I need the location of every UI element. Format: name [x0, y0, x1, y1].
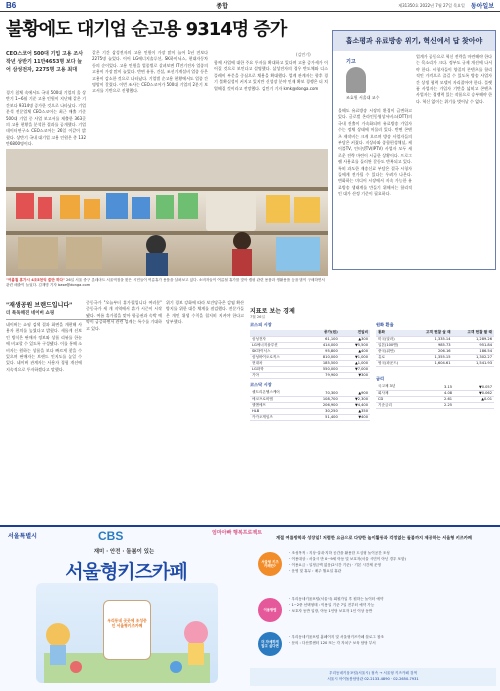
newspaper-logo: 동아일보: [470, 3, 494, 10]
page-number: B6: [6, 1, 17, 10]
fx-table: 통화 고객 현찰 살 때 고객 현찰 팔 때 미국(달러) 1,335.14 1,289.26 일본(100엔) 985.73 951.84 중국(위안) 206.16 186.54 유로 1,355.15 1,302.27 영국(파운드) 1,604.61 1,541.93: [378, 330, 492, 365]
table-row: 중국(위안) 206.16 186.54: [378, 348, 492, 353]
table-row: 기준금리 2.25: [376, 402, 494, 408]
store-photo: [6, 149, 328, 276]
story2-headline: "재생공원 브랜드입니다": [6, 302, 73, 309]
table-row: 에코프로비엠 108,700 ▼2,300: [252, 396, 368, 401]
lead-body-col2: 같은 기간 삼성전자의 고용 인원이 가장 많이 늘어 1년 전보다 2275명 늘었다. 이어 LG에너지솔루션, SK하이닉스, 현대자동차 등의 순이었다. 고용 인원을 업종별로 살펴보면 IT전기전자 업종의 고용이 가장 많이 늘었다. 반면 유통, 건설, 조선기계설비 업종 등은 고용이 감소한 것으로 나타났다. 기업별 순고용 현황에서도 업종 간 명암이 갈렸다. 이번 조사는 CEO스코어가 500대 기업의 2분기 보고서를 기반으로 진행했다.: [92, 50, 208, 94]
ad-title: 서울형키즈카페: [65, 561, 187, 583]
seoul-logo: 서울특별시: [8, 533, 37, 540]
lead-byline: (김민기): [296, 52, 311, 57]
table-row: HLB 30,250 ▲350: [252, 409, 368, 413]
kosdaq-table: [250, 390, 370, 421]
opinion-body-right: 업계가 공동으로 혁신 전략을 마련해야 한다는 목소리가 크다. 정부도 규제 개선에 나서야 한다. 시청자들이 양질의 콘텐츠를 합리적인 가격으로 즐길 수 있도록 방송 사업자 간 상생 협력 모델이 자리잡아야 한다. 플랫폼 사업자는 가입자 기반을 넓히고 콘텐츠 사업자는 경쟁력 있는 작품으로 승부해야 한다. 혁신 없이는 위기를 벗어날 수 없다.: [416, 54, 492, 104]
table-row: 영국(파운드) 1,604.61 1,541.93: [378, 360, 492, 365]
section-name: 종합: [216, 3, 228, 10]
lead-subhead: CEO스코어 500대 기업 고용 조사 작년 상반기 11만4653명 보다 늘어 삼성전자, 2275명 고용 최대: [6, 51, 84, 73]
opinion-title: 흡소평과 유료방송 위기, 혁신에서 답 찾아야: [333, 31, 495, 51]
badge-how-to-use: 이용방법: [258, 598, 282, 622]
story2-body-col1: 네이버는 쇼핑 검색 결과 화면을 개편해 사용자 편의를 높였다고 밝혔다. 새롭게 선보인 방식은 판매자 정보와 상품 리뷰를 한눈에 비교할 수 있도록 구성됐다. 이를 통해 소비자는 원하는 상품을 보다 빠르게 찾을 수 있으며 판매자는 브랜드 인지도를 높일 수 있다. 네이버 관계자는 사용자 경험 개선에 지속적으로 투자하겠다고 말했다.: [6, 322, 82, 372]
story2-body-col3: 위기 경보 강화에 따라 보건당국은 감염 확산 방지를 위한 대응 체계를 점검했다. 전문가들은 개인 위생 수칙을 철저히 지켜야 한다고 당부했다.: [166, 300, 244, 325]
ad-detail-more: ㆍ우리동네키움포털 홈페이지 및 서울형키즈카페 블로그 참조 ㆍ문의 : 다산콜센터 120 또는 각 자치구 보육 담당 부서: [288, 635, 384, 645]
column-tag: 기고: [346, 59, 356, 65]
columnist-name: 조효원 서울대 교수: [346, 95, 380, 100]
kosdaq-label: 코스닥 시장: [250, 382, 272, 387]
rates-table: [376, 384, 494, 409]
market-date: 7월 26일: [250, 315, 265, 319]
table-row: SK하이닉스 95,800 ▲400: [252, 348, 368, 353]
ad-right-headline: 계절 여름방학과 성장일! 저렴한 요금으로 다양한 놀이활동과 걱정없는 돌봄까지 제공하는 서울형 키즈카페: [276, 535, 472, 540]
table-row: 현대차 185,500 ▲1,000: [252, 360, 368, 365]
playhouse-door: [103, 600, 151, 660]
story2-subhead: 더 특독해진 네이버 쇼핑: [6, 310, 126, 320]
ad-footer: 우리동네키움포털(서울시) 접속 → 서울형 키즈카페 검색 서울시 아이돌봄담당관 02-2133-4890 · 02-2650-7931: [250, 668, 496, 686]
table-row: LG화학 550,000 ▼7,000: [252, 366, 368, 371]
table-row: 국고채 3년 3.15 ▼0.057: [378, 384, 492, 389]
lead-body-col3: 함께 사업에 대한 주요 투자를 확대하고 있다며 고용 증가세가 이어질 것으로 보인다고 설명했다. 삼성전자의 경우 반도체와 디스플레이 부문을 중심으로 채용을 확대했다. 업계 관계자는 향후 경기 불확실성이 커지고 있지만 신성장 분야 인재 확보 경쟁은 더 치열해질 것이라고 전망했다. 김민기 기자 kmk@donga.com: [214, 60, 328, 91]
ad-door-text: 우리동네 곳곳에 조성중인 서울형키즈카페: [107, 618, 147, 628]
story2-body-col2: 중동국가 "오늘부터 휴가철입니다 여러분" 중동국가 세 개 지역에서 휴가 시즌이 시작됐다. 여름 휴가철을 맞아 항공권과 숙박 예약이 급증하면서 관련 업계는 특수를 기대하고 있다.: [86, 300, 162, 331]
columnist-photo: [346, 67, 366, 93]
opinion-body-left: 올해도 유료방송 시장의 환경이 급변하고 있다. 글로벌 온라인동영상서비스(OTT)의 국내 진출이 가속화되며 유료방송 가입자 수는 정체 상태에 머물러 있다. 반면 콘텐츠 제작비는 크게 오르며 방송 사업자들의 부담은 커졌다. 지상파와 종합편성채널, 케이블TV, 인터넷TV(IPTV) 사업자 모두 새로운 전략 마련이 시급한 상황이다. 프로그램 사용료를 둘러싼 갈등도 반복되고 있다. 특히 과도한 재송신료 부담은 결국 시청자들에게 전가될 수 있다는 우려가 나온다. 변화하는 미디어 시장에서 지속 가능한 유료방송 생태계를 만들기 위해서는 합리적인 대가 산정 기준이 필요하다.: [338, 108, 412, 197]
table-row: 삼성바이오로직스 810,000 ▼1,000: [252, 354, 368, 359]
ad-detail-overview: ㆍ조성목적 : 지상·실내·지하 공간을 활용한 도심형 놀이공간 조성 ㆍ이용대상 : 서울시 만 0~9세 아동 및 보호자(서울 시민이 아닌 경우 포함) ㆍ이용요금 : 일정금액 없음(2시간 기준) · 기본 시간제 운영 ㆍ운영 및 휴무 : 매주 월요일 휴관: [288, 551, 406, 573]
ad-slogan: 재미 · 안전 · 돌봄이 있는: [93, 549, 155, 555]
lead-body-col1: 경기 침체 속에서도 국내 500대 기업의 올 상반기 1~6월 기준 고용 인원이 지난해 같은 기간보다 9314명 증가한 것으로 나타났다. 기업분석 전문업체 CEO스코어는 최근 매출 기준 500대 기업 중 사업 보고서를 제출한 363곳의 고용 현황을 분석한 결과를 공개했다. 기업데이터연구소 CEO스코어는 26일 이같이 밝혔다. 상반기 국내 대기업 고용 인원은 총 132만6800명이다.: [6, 90, 86, 146]
ad-detail-usage: ㆍ우리동네키움포털(서울시) 회원가입 후 원하는 놀이터 예약 ㆍ1~2중 선택형태 : 이용일 기준 7일 전부터 예약 가능 ㆍ보호자 동반 입장, 아동 1인당 보호자 1인 이상 동반: [288, 597, 384, 613]
table-row: LG에너지솔루션 414,000 ▼5,500: [252, 342, 368, 347]
table-row: 삼성전자 61,100 ▲300: [252, 336, 368, 341]
issue-meta: 제31350호 2022년 7월 27일 목요일: [398, 2, 465, 8]
table-row: 회사채 4.08 ▼0.062: [378, 390, 492, 395]
market-title: 지표로 보는 경제: [250, 308, 295, 315]
photo-caption-label: "여름철 휴가시 4조5천억 쓸만 하다": [6, 278, 65, 282]
badge-what-is: 서울형 키즈카페란?: [258, 552, 282, 576]
table-row: 유로 1,355.15 1,302.27: [378, 354, 492, 359]
table-row: 일본(100엔) 985.73 951.84: [378, 342, 492, 347]
table-row: 기아 79,900 ▼300: [252, 372, 368, 377]
badge-more-info: 더 자세하게 알고 싶다면: [258, 632, 282, 656]
table-row: 카카오게임즈 51,400 ▼400: [252, 414, 368, 419]
photo-caption: [6, 278, 328, 288]
columnist: [346, 58, 408, 104]
mom-dad-logo: 엄마아빠 행복프로젝트: [212, 530, 263, 536]
photo-caption-text: 26일 서울 중구 롯데마트 서울역점을 찾은 시민들이 여름휴가 용품을 살펴보고 있다. 소비자들이 여름철 휴가를 맞아 캠핑 관련 용품과 생활용품 등을 많이 구매하면서 관련 매출이 늘었다. 김재명 기자 base@donga.com: [6, 278, 325, 287]
lead-headline: 불황에도 대기업 순고용 9314명 증가: [6, 19, 287, 40]
fx-label: 원화 환율: [376, 322, 394, 327]
rates-label: 금리: [376, 376, 385, 381]
table-row: 엘앤에프 206,900 ▼4,400: [252, 402, 368, 407]
page-header: [0, 0, 500, 12]
cbs-logo: CBS: [98, 529, 124, 543]
table-row: 미국(달러) 1,335.14 1,289.26: [378, 336, 492, 341]
kospi-label: 코스피 시장: [250, 322, 272, 327]
table-row: 셀트리온헬스케어 70,300 ▲900: [252, 390, 368, 395]
table-row: CD 2.61 ▲0.01: [378, 397, 492, 401]
kospi-table: 종가(원) 전일비 삼성전자 61,100 ▲300 LG에너지솔루션 414,000 ▼5,500 SK하이닉스 95,800 ▲400 삼성바이오로직스 810,000 ▼1,000 현대차 185,500 ▲1,000 LG화학 550,000 ▼7,000 기아 79,900 ▼300: [252, 330, 368, 377]
